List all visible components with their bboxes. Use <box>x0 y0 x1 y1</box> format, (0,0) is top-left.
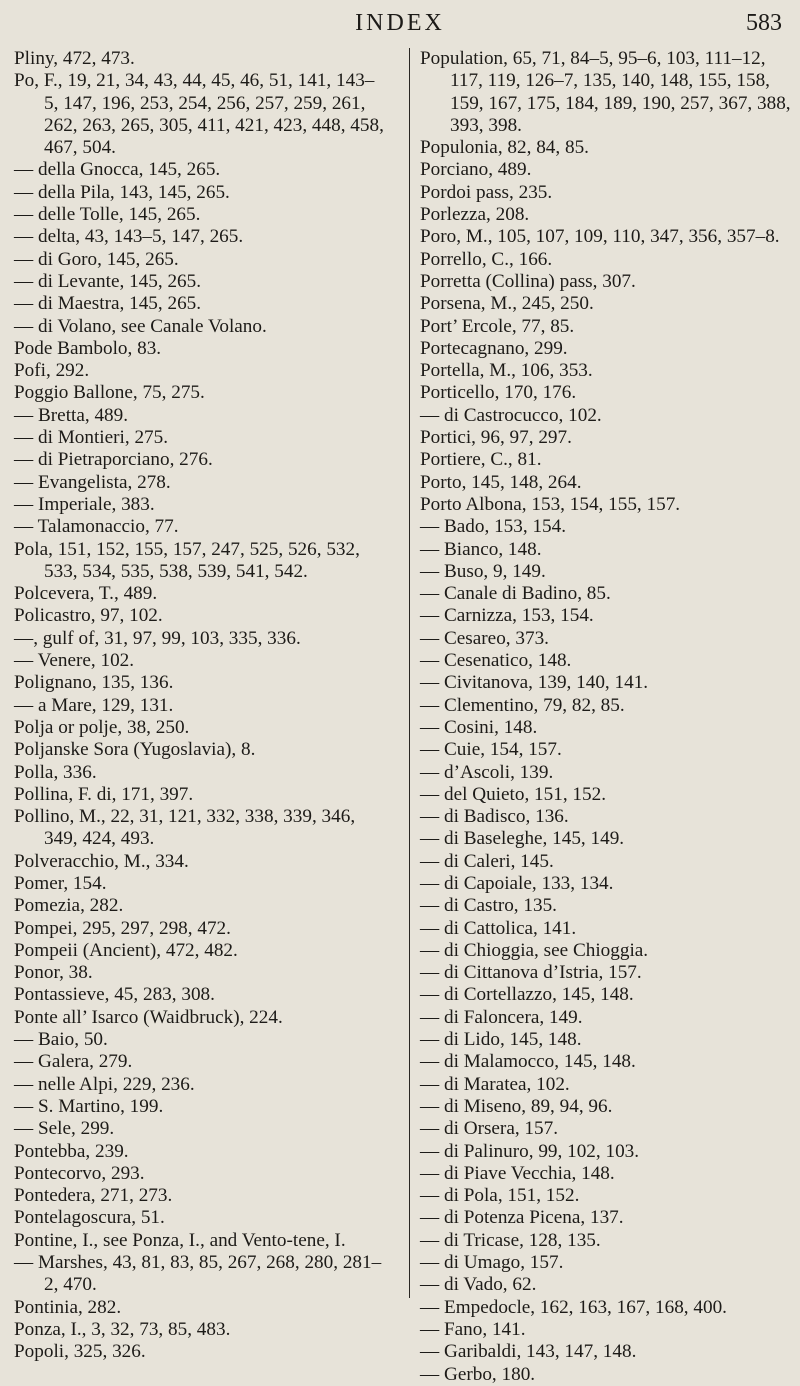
index-entry: Porticello, 170, 176. <box>420 382 577 404</box>
index-entry: — di Malamocco, 145, 148. <box>420 1051 636 1073</box>
index-entry: — nelle Alpi, 229, 236. <box>14 1073 195 1095</box>
index-entry: Pode Bambolo, 83. <box>14 337 162 359</box>
column-divider <box>409 48 410 1298</box>
index-entry: — di Chioggia, see Chioggia. <box>420 939 649 961</box>
index-entry: — a Mare, 129, 131. <box>14 694 174 716</box>
index-entry: — Sele, 299. <box>14 1118 115 1140</box>
index-entry: Pompei, 295, 297, 298, 472. <box>14 917 231 939</box>
index-entry: — di Cattolica, 141. <box>420 917 577 939</box>
index-entry: Pontebba, 239. <box>14 1140 129 1162</box>
index-entry: Pontassieve, 45, 283, 308. <box>14 984 215 1006</box>
index-entry: Pordoi pass, 235. <box>420 181 553 203</box>
index-entry: — di Goro, 145, 265. <box>14 248 179 270</box>
index-entry: — S. Martino, 199. <box>14 1095 164 1117</box>
index-entry: — di Baseleghe, 145, 149. <box>420 828 625 850</box>
index-entry: — Canale di Badino, 85. <box>420 583 611 605</box>
index-entry: Polcevera, T., 489. <box>14 583 158 605</box>
index-entry: — Carnizza, 153, 154. <box>420 605 594 627</box>
index-entry: Polveracchio, M., 334. <box>14 850 189 872</box>
index-entry: Pontine, I., see Ponza, I., and Vento-tene, I. <box>14 1229 346 1251</box>
index-entry: Pola, 151, 152, 155, 157, 247, 525, 526, 532, 533, 534, 535, 538, 539, 541, 542. <box>14 538 360 582</box>
index-entry: — di Castro, 135. <box>420 895 557 917</box>
page-header <box>0 8 800 48</box>
index-entry: — della Gnocca, 145, 265. <box>14 159 221 181</box>
index-entry: — di Cortellazzo, 145, 148. <box>420 984 634 1006</box>
index-entry: — di Vado, 62. <box>420 1274 537 1296</box>
index-entry: — Venere, 102. <box>14 650 135 672</box>
index-entry: — di Badisco, 136. <box>420 806 569 828</box>
index-entry: — di Palinuro, 99, 102, 103. <box>420 1140 640 1162</box>
index-entry: Portici, 96, 97, 297. <box>420 427 572 449</box>
index-entry: Porretta (Collina) pass, 307. <box>420 270 636 292</box>
index-entry: — Bianco, 148. <box>420 538 542 560</box>
index-entry: Ponza, I., 3, 32, 73, 85, 483. <box>14 1318 231 1340</box>
index-entry: Porrello, C., 166. <box>420 248 553 270</box>
index-entry: Portecagnano, 299. <box>420 337 568 359</box>
index-entry: —, gulf of, 31, 97, 99, 103, 335, 336. <box>14 627 301 649</box>
index-entry: — Empedocle, 162, 163, 167, 168, 400. <box>420 1296 727 1318</box>
index-entry: Populonia, 82, 84, 85. <box>420 137 589 159</box>
index-entry: — di Pietraporciano, 276. <box>14 449 213 471</box>
index-entry: — Fano, 141. <box>420 1318 526 1340</box>
left-index-column <box>14 48 386 1364</box>
index-entry: Port’ Ercole, 77, 85. <box>420 315 575 337</box>
index-entry: — di Volano, see Canale Volano. <box>14 315 267 337</box>
index-entry: — Bado, 153, 154. <box>420 516 567 538</box>
index-entry: Poljanske Sora (Yugoslavia), 8. <box>14 739 256 761</box>
index-entry: Porto Albona, 153, 154, 155, 157. <box>420 493 681 515</box>
index-entry: — Buso, 9, 149. <box>420 560 546 582</box>
index-entry: — Imperiale, 383. <box>14 493 155 515</box>
index-columns <box>0 48 800 1385</box>
index-entry: Porlezza, 208. <box>420 204 530 226</box>
index-entry: Polla, 336. <box>14 761 97 783</box>
index-entry: — della Pila, 143, 145, 265. <box>14 181 230 203</box>
index-entry: — di Miseno, 89, 94, 96. <box>420 1095 613 1117</box>
index-entry: Pollina, F. di, 171, 397. <box>14 783 194 805</box>
index-entry: Popoli, 325, 326. <box>14 1341 146 1363</box>
index-entry: Pontelagoscura, 51. <box>14 1207 165 1229</box>
index-entry: — di Umago, 157. <box>420 1252 564 1274</box>
index-entry: — di Levante, 145, 265. <box>14 270 202 292</box>
index-title: INDEX <box>355 10 445 36</box>
index-entry: — delta, 43, 143–5, 147, 265. <box>14 226 244 248</box>
index-entry: — Cesenatico, 148. <box>420 650 572 672</box>
index-entry: — di Potenza Picena, 137. <box>420 1207 624 1229</box>
index-entry: Pofi, 292. <box>14 360 90 382</box>
index-entry: — delle Tolle, 145, 265. <box>14 204 201 226</box>
index-entry: Portella, M., 106, 353. <box>420 360 593 382</box>
index-entry: — Bretta, 489. <box>14 404 129 426</box>
index-entry: — di Caleri, 145. <box>420 850 554 872</box>
index-entry: — Garibaldi, 143, 147, 148. <box>420 1341 637 1363</box>
index-entry: — Cesareo, 373. <box>420 627 549 649</box>
index-entry: — di Lido, 145, 148. <box>420 1029 582 1051</box>
index-entry: — di Montieri, 275. <box>14 427 169 449</box>
index-entry: — di Capoiale, 133, 134. <box>420 872 614 894</box>
index-entry: — Marshes, 43, 81, 83, 85, 267, 268, 280, 281–2, 470. <box>14 1252 382 1296</box>
index-entry: — Talamonaccio, 77. <box>14 516 179 538</box>
index-entry: Po, F., 19, 21, 34, 43, 44, 45, 46, 51, 141, 143–5, 147, 196, 253, 254, 256, 257, 259, 261, 262, 263, 265, 305, 411, 421, 423, 448, 458, 467, 504. <box>14 70 384 159</box>
index-entry: — del Quieto, 151, 152. <box>420 783 606 805</box>
index-entry: — di Faloncera, 149. <box>420 1006 583 1028</box>
index-entry: Pontedera, 271, 273. <box>14 1185 173 1207</box>
index-entry: — d’Ascoli, 139. <box>420 761 554 783</box>
index-entry: — Gerbo, 180. <box>420 1363 536 1385</box>
index-entry: Pomer, 154. <box>14 872 107 894</box>
index-entry: Pliny, 472, 473. <box>14 48 135 69</box>
index-entry: Porto, 145, 148, 264. <box>420 471 582 493</box>
index-entry: Porciano, 489. <box>420 159 532 181</box>
index-entry: — di Maestra, 145, 265. <box>14 293 202 315</box>
index-entry: Policastro, 97, 102. <box>14 605 163 627</box>
index-entry: Pollino, M., 22, 31, 121, 332, 338, 339, 346, 349, 424, 493. <box>14 806 356 850</box>
index-entry: Pontinia, 282. <box>14 1296 122 1318</box>
index-entry: — Civitanova, 139, 140, 141. <box>420 672 649 694</box>
index-entry: Pomezia, 282. <box>14 895 124 917</box>
page-number: 583 <box>746 10 782 36</box>
index-entry: Pompeii (Ancient), 472, 482. <box>14 939 238 961</box>
index-entry: — Evangelista, 278. <box>14 471 171 493</box>
index-entry: Population, 65, 71, 84–5, 95–6, 103, 111–12, 117, 119, 126–7, 135, 140, 148, 155, 158, 159, 167, 175, 184, 189, 190, 257, 367, 388, 393, 398. <box>420 48 791 136</box>
index-entry: — Clementino, 79, 82, 85. <box>420 694 625 716</box>
index-entry: Pontecorvo, 293. <box>14 1162 145 1184</box>
index-entry: Ponor, 38. <box>14 962 93 984</box>
index-entry: — di Pola, 151, 152. <box>420 1185 580 1207</box>
index-entry: — Cosini, 148. <box>420 716 538 738</box>
index-entry: — Cuie, 154, 157. <box>420 739 562 761</box>
right-index-column <box>420 48 792 1386</box>
index-entry: Polja or polje, 38, 250. <box>14 716 190 738</box>
index-entry: — di Orsera, 157. <box>420 1118 559 1140</box>
index-entry: — di Piave Vecchia, 148. <box>420 1162 615 1184</box>
index-entry: — Galera, 279. <box>14 1051 133 1073</box>
index-entry: — di Castrocucco, 102. <box>420 404 602 426</box>
index-entry: — di Maratea, 102. <box>420 1073 570 1095</box>
index-entry: — di Cittanova d’Istria, 157. <box>420 962 642 984</box>
index-entry: Portiere, C., 81. <box>420 449 542 471</box>
index-entry: Ponte all’ Isarco (Waidbruck), 224. <box>14 1006 283 1028</box>
index-entry: Poggio Ballone, 75, 275. <box>14 382 205 404</box>
index-entry: Porsena, M., 245, 250. <box>420 293 594 315</box>
index-entry: — di Tricase, 128, 135. <box>420 1229 601 1251</box>
index-entry: Polignano, 135, 136. <box>14 672 174 694</box>
index-entry: — Baio, 50. <box>14 1029 108 1051</box>
index-entry: Poro, M., 105, 107, 109, 110, 347, 356, 357–8. <box>420 226 780 248</box>
